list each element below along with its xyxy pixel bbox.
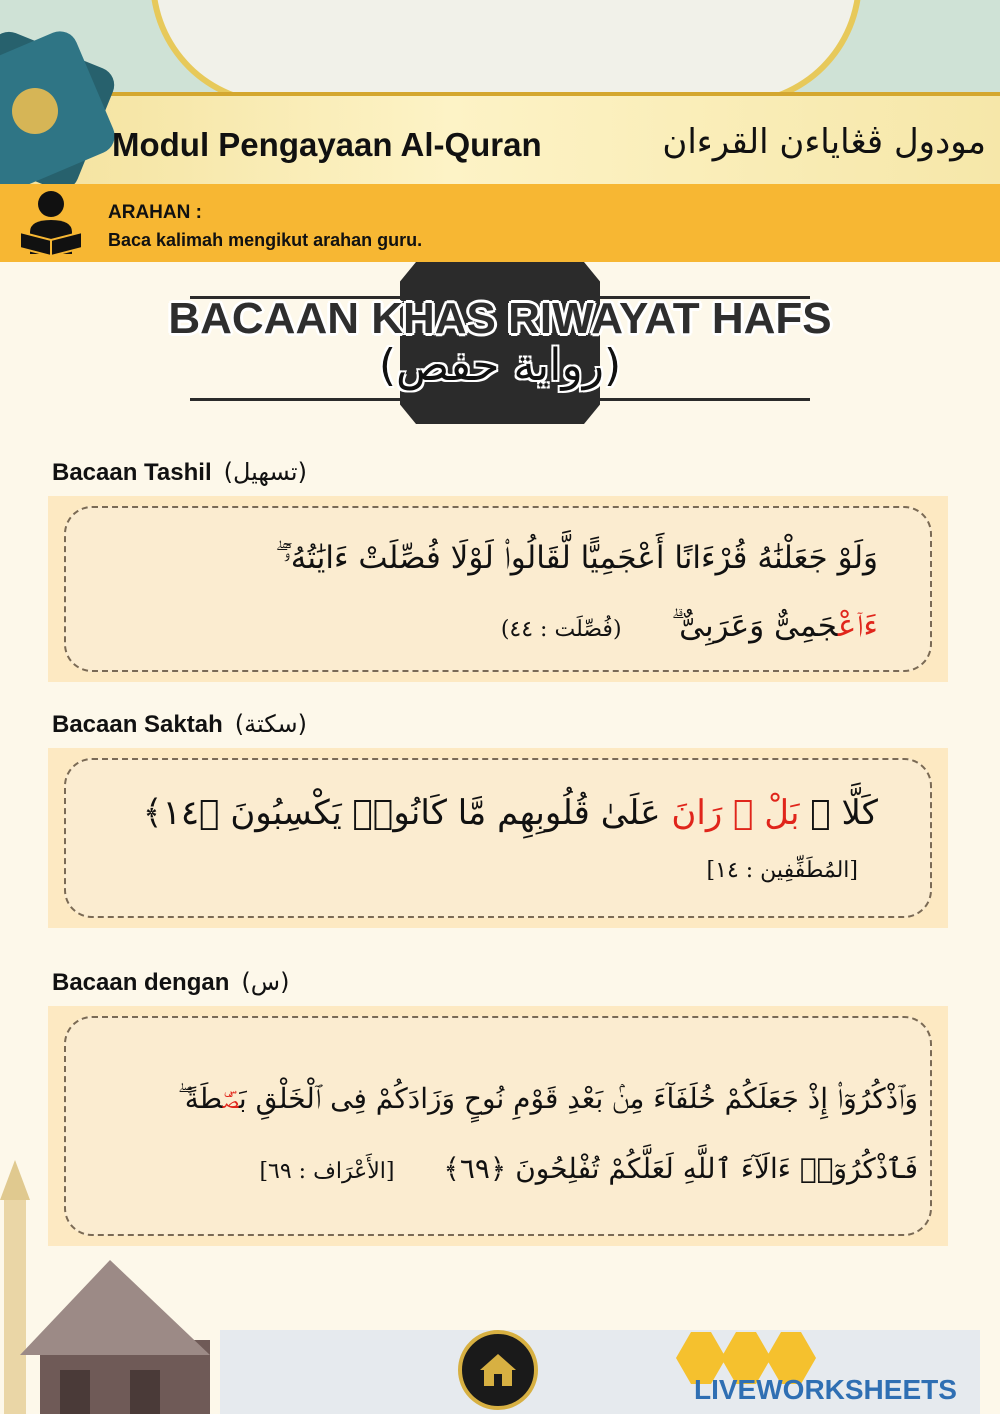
title-bar <box>0 92 1000 188</box>
verse-frame-tashil <box>48 496 948 682</box>
module-title: Modul Pengayaan Al-Quran <box>112 126 542 163</box>
section-label-sin <box>52 968 289 997</box>
page-title: BACAAN KHAS RIWAYAT HAFS <box>168 294 832 343</box>
verse-reference: [المُطَفِّفِين : ١٤] <box>706 858 858 883</box>
instruction-bar <box>0 184 1000 262</box>
verse-line-2-rest: جَمِىٌّ وَعَرَبِىٌّ ۗ <box>671 608 838 644</box>
verse-frame-border <box>64 758 932 918</box>
mosque-decoration <box>0 1140 220 1414</box>
highlight-saktah: بَلْ ۜ رَانَ <box>671 793 800 833</box>
verse-line-2 <box>501 608 878 645</box>
section-label-saktah <box>52 710 307 739</box>
verse-reference: [الأَعْرَاف : ٦٩] <box>259 1159 395 1184</box>
section-label-text: Bacaan dengan <box>52 969 230 996</box>
home-button[interactable] <box>458 1330 538 1410</box>
section-label-arabic: (س) <box>241 968 290 996</box>
section-label-tashil <box>52 458 307 487</box>
verse-text: فَٱذْكُرُوٓا۟ ءَالَآءَ ٱللَّهِ لَعَلَّكُمْ تُفْلِحُونَ ﴿٦٩﴾ <box>443 1152 918 1185</box>
verse-line-1: وَلَوْ جَعَلْنَٰهُ قُرْءَانًا أَعْجَمِيًّا لَّقَالُوا۟ لَوْلَا فُصِّلَتْ ءَايَٰتُهُۥٓ ۖ <box>275 540 878 576</box>
verse-line-1 <box>143 792 878 833</box>
star-core <box>12 88 58 134</box>
instruction-text: Baca kalimah mengikut arahan guru. <box>108 230 423 250</box>
highlight-sin: صْۜ <box>222 1082 239 1115</box>
heading-rule-bottom <box>190 398 810 401</box>
home-icon <box>462 1334 534 1406</box>
module-title-jawi: مودول ڤڠاياءن القرءان <box>662 122 986 162</box>
section-label-arabic: (تسهيل) <box>223 458 307 486</box>
verse-line-2 <box>259 1152 918 1185</box>
section-label-text: Bacaan Saktah <box>52 711 223 738</box>
section-label-arabic: (سكتة) <box>234 710 307 738</box>
brand-logo: LIVEWORKSHEETS <box>694 1374 957 1405</box>
verse-frame-border <box>64 506 932 672</box>
verse-rest: طَةً ۖ <box>177 1082 223 1115</box>
verse-reference: (فُصِّلَت : ٤٤) <box>500 617 622 642</box>
verse-frame-saktah <box>48 748 948 928</box>
instruction-label: ARAHAN : <box>108 202 202 223</box>
section-label-text: Bacaan Tashil <box>52 459 212 486</box>
arch-ornament <box>150 0 862 106</box>
verse-line-1 <box>178 1082 918 1116</box>
reader-icon <box>16 188 86 258</box>
highlight-tashil: ءَاۤعْ <box>837 608 878 644</box>
page-title-arabic: (رواية حفص) <box>378 340 622 391</box>
verse-start: كَلَّا ۖ <box>810 793 878 833</box>
verse-rest: عَلَىٰ قُلُوبِهِم مَّا كَانُوا۟ يَكْسِبُونَ ﴿١٤﴾ <box>142 793 661 833</box>
verse-start: وَٱذْكُرُوٓا۟ إِذْ جَعَلَكُمْ خُلَفَآءَ مِنۢ بَعْدِ قَوْمِ نُوحٍ وَزَادَكُمْ فِى ٱلْخَلْقِ بَ <box>238 1082 918 1115</box>
